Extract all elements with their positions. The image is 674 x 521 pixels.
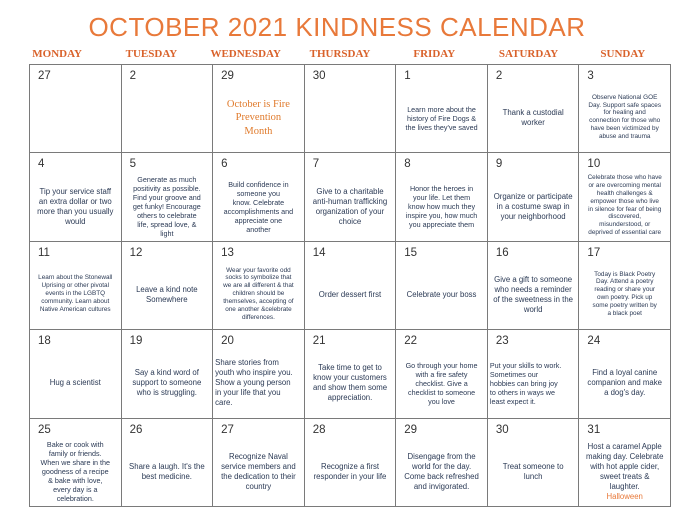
weekday-sunday: SUNDAY (600, 48, 646, 60)
day-text: Host a caramel Apple making day. Celebrate with hot apple cider, sweet treats & laughter. (585, 441, 664, 491)
day-number: 30 (312, 70, 326, 82)
day-text: Observe National GOE Day. Support safe spaces for healing and connection for those who have been victimized by abuse and trauma (588, 93, 662, 140)
day-cell (396, 419, 488, 507)
day-text: Give a gift to someone who needs a reminder of the sweetness in the world (493, 275, 574, 314)
day-cell (122, 419, 214, 507)
weekday-saturday: SATURDAY (498, 48, 559, 60)
day-cell (305, 153, 397, 241)
weekday-wednesday: WEDNESDAY (210, 48, 281, 60)
day-text: Organize or participate in a costume swap in your neighborhood (493, 191, 573, 221)
day-text: Order dessert first (318, 290, 382, 299)
day-number: 15 (404, 246, 418, 259)
day-text (32, 85, 119, 151)
day-text: Today is Black Poetry Day. Attend a poetry reading or share your own poetry. Pick up some poetry written by a black poet (592, 270, 657, 317)
day-number: 3 (587, 70, 594, 82)
day-number: 2 (495, 70, 503, 82)
day-cell (213, 242, 305, 330)
day-cell (488, 330, 580, 418)
day-cell (122, 153, 214, 241)
day-text: Share a laugh. It's the best medicine. (129, 461, 205, 481)
day-cell (305, 242, 397, 330)
day-number: 21 (312, 335, 326, 348)
day-text: Celebrate your boss (406, 290, 477, 299)
day-cell (305, 65, 397, 153)
day-cell (30, 242, 122, 330)
day-number: 13 (221, 246, 234, 259)
day-text: Say a kind word of support to someone who is struggling. (132, 368, 202, 398)
weekday-friday: FRIDAY (413, 48, 456, 60)
day-number: 1 (404, 70, 411, 82)
day-cell (579, 153, 671, 241)
day-number: 10 (587, 158, 601, 171)
day-cell (305, 330, 397, 418)
day-number: 18 (38, 335, 51, 348)
day-text: Hug a scientist (49, 378, 101, 388)
day-text: Bake or cook with family or friends. When we share in the goodness of a recipe & bake with love, every day is a celebration. (40, 440, 111, 504)
day-text: Learn more about the history of Fire Dogs & the lives they've saved (405, 104, 478, 132)
weekday-tuesday: TUESDAY (125, 48, 178, 60)
calendar-title: OCTOBER 2021 KINDNESS CALENDAR (88, 12, 586, 42)
day-text: Share stories from youth who inspire you. Show a young person in your life that you care. (215, 358, 293, 408)
weekday-thursday: THURSDAY (309, 48, 371, 60)
day-text: Learn about the Stonewall Uprising or other pivotal events in the LGBTQ community. Learn about Native American cultures (38, 274, 113, 313)
day-number: 27 (221, 423, 234, 436)
day-text: Celebrate those who have or are overcoming mental health challenges & empower those who live in silence for fear of being discovered, misunderstood, or deprived of essential care (587, 174, 662, 237)
day-cell (305, 419, 397, 507)
weekday-header (10, 48, 670, 64)
day-number: 7 (312, 158, 320, 171)
day-number: 4 (38, 158, 45, 171)
day-text: Build confidence in someone you know. Celebrate accomplishments and appreciate one another (223, 179, 294, 234)
day-number: 30 (495, 423, 509, 436)
day-cell (122, 242, 214, 330)
day-text: Thank a custodial worker (502, 108, 564, 128)
day-cell (396, 65, 488, 153)
calendar-grid (29, 64, 671, 507)
day-text: Go through your home with a fire safety checklist. Give a checklist to someone you love (405, 360, 478, 406)
day-number: 12 (129, 246, 143, 259)
day-text: Put your skills to work. Sometimes our hobbies can bring joy to others in ways we least expect it. (489, 360, 562, 406)
day-number: 14 (312, 246, 326, 259)
day-number: 23 (495, 335, 509, 348)
day-cell (213, 419, 305, 507)
day-number: 20 (221, 335, 234, 348)
day-number: 8 (404, 158, 411, 171)
day-cell (396, 153, 488, 241)
day-text: Find a loyal canine companion and make a dog's day. (587, 368, 662, 398)
day-text-group (581, 439, 668, 505)
day-cell (396, 242, 488, 330)
day-number: 9 (495, 158, 503, 171)
day-cell (30, 153, 122, 241)
day-number: 2 (129, 70, 136, 82)
day-number: 29 (404, 423, 418, 436)
day-cell (122, 65, 214, 153)
day-text: Give to a charitable anti-human trafficking organization of your choice (312, 186, 388, 226)
day-cell (122, 330, 214, 418)
day-text: Leave a kind note Somewhere (136, 285, 198, 304)
day-cell (579, 65, 671, 153)
day-text: Take time to get to know your customers and show them some appreciation. (312, 363, 388, 403)
day-cell (579, 330, 671, 418)
day-text: Generate as much positivity as possible. Find your groove and get funky! Encourage others to celebrate life, spread love, & light (132, 175, 201, 239)
day-number: 29 (221, 70, 234, 82)
halloween-label: Halloween (606, 491, 643, 501)
day-text: Disengage from the world for the day. Come back refreshed and invigorated. (404, 451, 479, 491)
day-number: 17 (587, 246, 601, 259)
day-text: Treat someone to lunch (502, 461, 564, 481)
day-number: 16 (495, 246, 509, 259)
day-cell (30, 65, 122, 153)
day-text (307, 85, 394, 151)
day-number: 5 (129, 158, 136, 171)
weekday-monday: MONDAY (32, 48, 82, 60)
day-text: Honor the heroes in your life. Let them know how much they inspire you, how much you appreciate them (405, 184, 478, 230)
day-cell (579, 419, 671, 507)
day-number: 24 (587, 335, 601, 348)
day-text: Wear your favorite odd socks to symbolize that we are all different & that children should be themselves, accepting of one another &celebrate differences. (223, 266, 294, 321)
day-cell (396, 330, 488, 418)
day-number: 19 (129, 335, 143, 348)
day-cell (488, 242, 580, 330)
day-number: 25 (38, 423, 51, 436)
day-cell (213, 330, 305, 418)
day-text: Recognize a first responder in your life (313, 461, 387, 481)
day-text: Recognize Naval service members and the dedication to their country (221, 451, 296, 491)
day-text: October is Fire Prevention Month (226, 98, 290, 138)
day-cell (579, 242, 671, 330)
day-text: Tip your service staff an extra dollar or two more than you usually would (37, 186, 114, 226)
day-cell (30, 330, 122, 418)
day-number: 27 (38, 70, 51, 82)
day-cell (488, 153, 580, 241)
day-cell (213, 65, 305, 153)
day-number: 31 (587, 423, 601, 436)
day-number: 26 (129, 423, 143, 436)
day-cell (488, 65, 580, 153)
day-number: 28 (312, 423, 326, 436)
day-number: 6 (221, 158, 228, 171)
day-number: 11 (38, 246, 50, 259)
day-cell (30, 419, 122, 507)
day-number: 22 (404, 335, 418, 348)
day-cell (488, 419, 580, 507)
day-cell (213, 153, 305, 241)
day-text (124, 85, 211, 151)
